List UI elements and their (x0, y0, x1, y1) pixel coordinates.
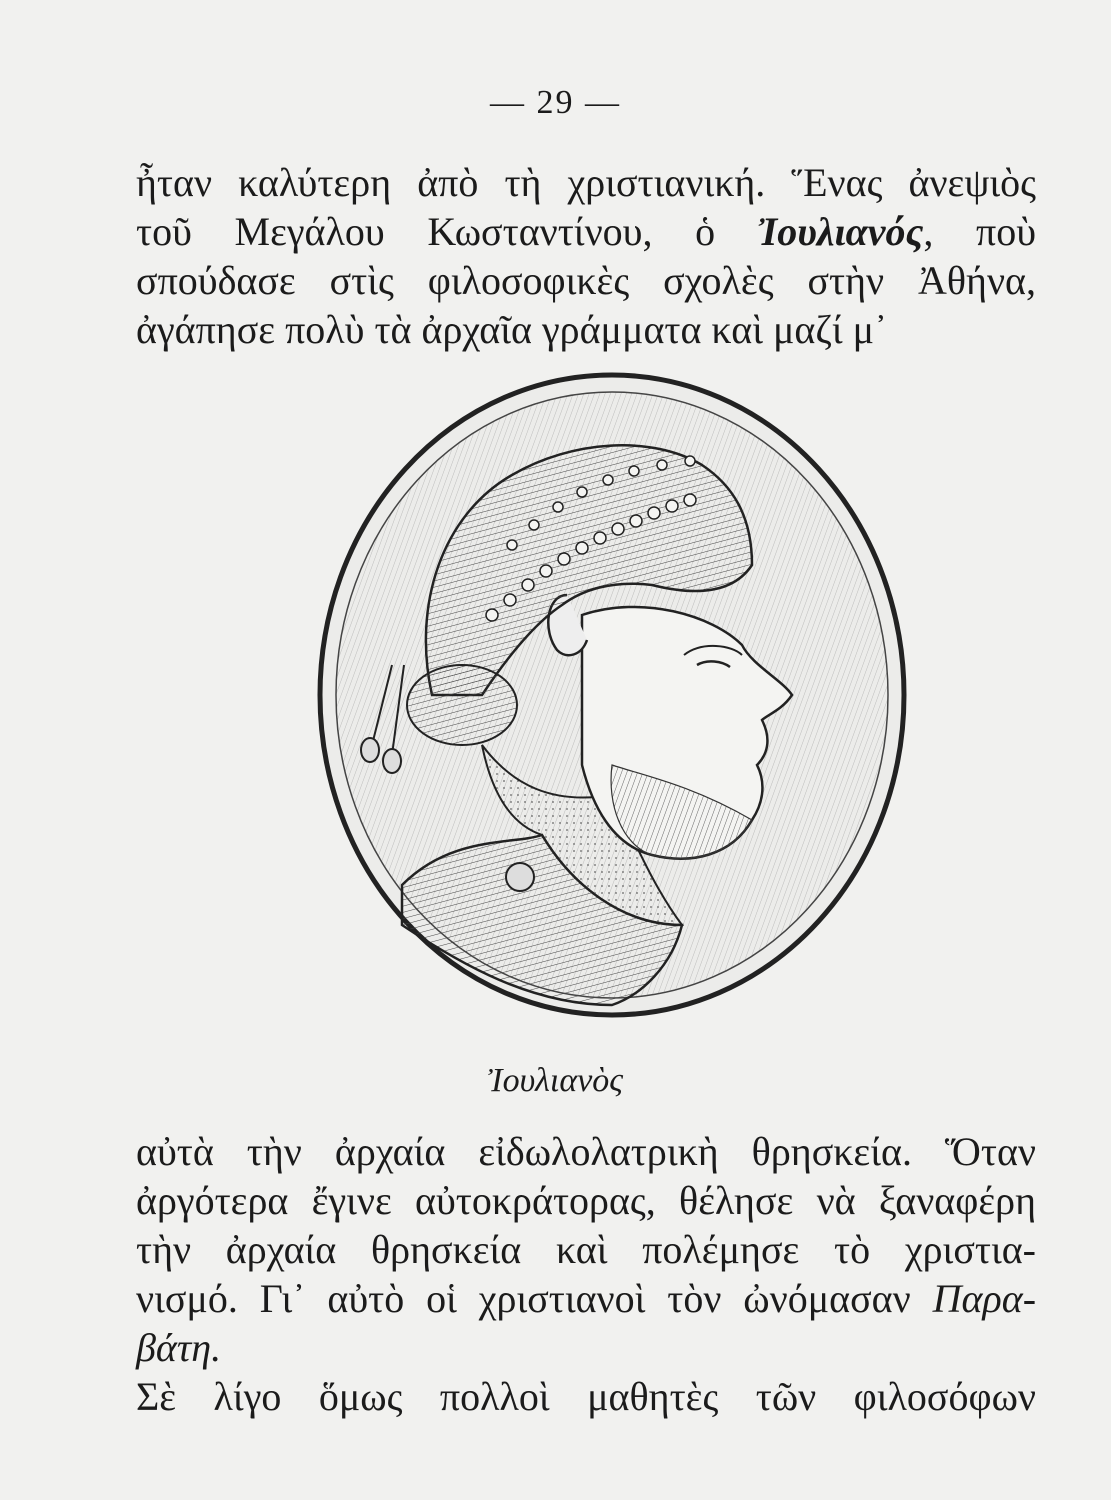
bottom-paragraph (136, 1127, 1036, 1421)
text-line: ἀργότερα ἔγινε αὐτοκράτορας, θέλησε νὰ ξαναφέρη (136, 1178, 1036, 1223)
text-line: Σὲ λίγο ὅμως πολλοὶ μαθητὲς τῶν φιλοσόφων (136, 1374, 1036, 1419)
julian-cameo-engraving (312, 365, 912, 1045)
text-line (136, 1274, 1036, 1323)
italic-word: βάτη. (136, 1325, 222, 1370)
italic-word: Παρα- (932, 1276, 1037, 1321)
text-line: αὐτὰ τὴν ἀρχαία εἰδωλολατρικὴ θρησκεία. Ὅταν (136, 1129, 1036, 1174)
text-line (136, 207, 1036, 256)
text-line: σπούδασε στὶς φιλοσοφικὲς σχολὲς στὴν Ἀθήνα, (136, 258, 1036, 303)
page-number: — 29 — (490, 84, 621, 121)
name-emphasis: Ἰουλιανός (757, 209, 924, 254)
text-line: ἀγάπησε πολὺ τὰ ἀρχαῖα γράμματα καὶ μαζί μ᾿ (136, 307, 888, 352)
text-line (136, 1323, 1036, 1372)
text-line: ἦταν καλύτερη ἀπὸ τὴ χριστιανική. Ἕνας ἀνεψιὸς (136, 160, 1036, 205)
text-line: τὴν ἀρχαία θρησκεία καὶ πολέμησε τὸ χριστια- (136, 1227, 1036, 1272)
top-paragraph (136, 158, 1036, 354)
text-fragment: νισμό. Γι᾿ αὐτὸ οἱ χριστιανοὶ τὸν ὠνόμασαν (136, 1276, 911, 1321)
text-fragment: , ποὺ (923, 209, 1036, 254)
figure-caption: Ἰουλιανὸς (487, 1062, 624, 1099)
text-fragment: τοῦ Μεγάλου Κωσταντίνου, ὁ (136, 209, 758, 254)
